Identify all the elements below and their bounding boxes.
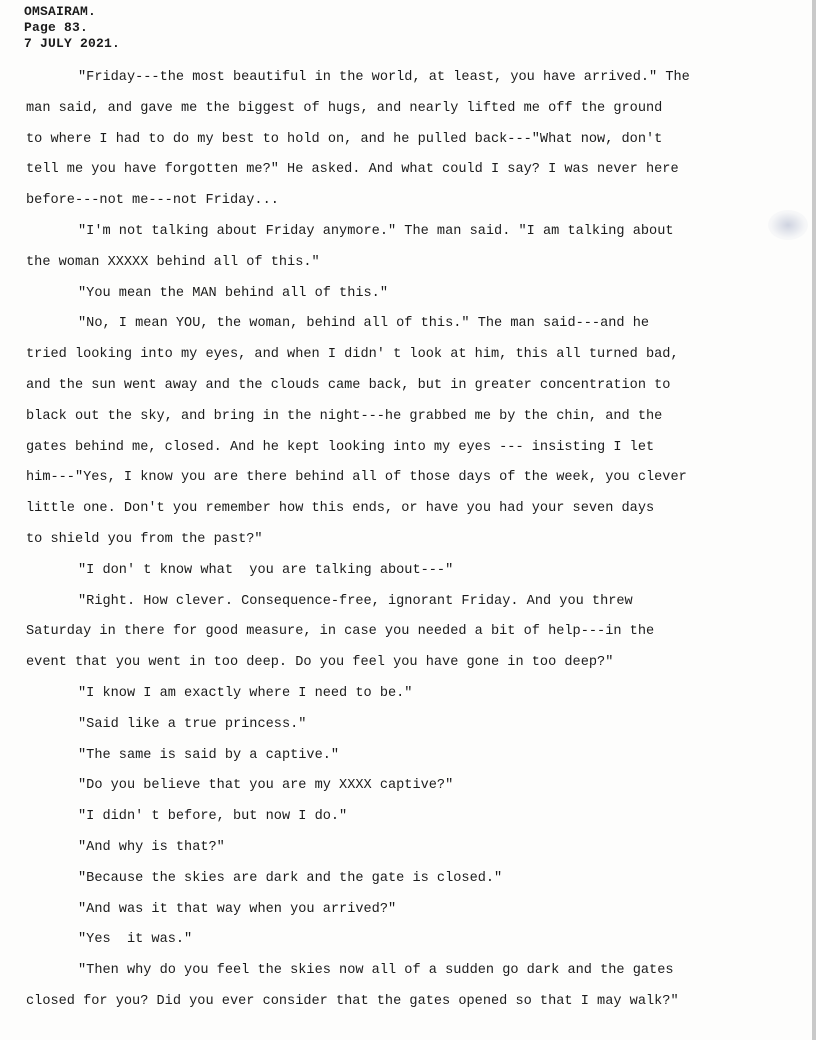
text-line: closed for you? Did you ever consider that the gates opened so that I may walk?"	[26, 993, 679, 1009]
text-line: "And was it that way when you arrived?"	[78, 901, 397, 917]
text-line: "I don' t know what you are talking about---"	[78, 562, 454, 578]
text-line: Saturday in there for good measure, in case you needed a bit of help---in the	[26, 624, 655, 640]
text-line: "The same is said by a captive."	[78, 747, 340, 763]
text-line: event that you went in too deep. Do you feel you have gone in too deep?"	[26, 655, 614, 671]
text-line: him---"Yes, I know you are there behind all of those days of the week, you clever	[26, 470, 687, 486]
text-line: "No, I mean YOU, the woman, behind all of this." The man said---and he	[78, 316, 650, 332]
text-line: gates behind me, closed. And he kept looking into my eyes --- insisting I let	[26, 439, 655, 455]
text-line: black out the sky, and bring in the night---he grabbed me by the chin, and the	[26, 408, 663, 424]
text-line: "Then why do you feel the skies now all of a sudden go dark and the gates	[78, 963, 674, 979]
text-line: "Right. How clever. Consequence-free, ignorant Friday. And you threw	[78, 593, 633, 609]
text-line: "I didn' t before, but now I do."	[78, 809, 348, 825]
text-line: "Because the skies are dark and the gate is closed."	[78, 870, 503, 886]
page-header	[24, 4, 120, 52]
text-line: the woman XXXXX behind all of this."	[26, 254, 320, 270]
text-line: "And why is that?"	[78, 839, 225, 855]
text-line: "You mean the MAN behind all of this."	[78, 285, 388, 301]
text-line: "I know I am exactly where I need to be."	[78, 685, 413, 701]
text-line: to where I had to do my best to hold on, and he pulled back---"What now, don't	[26, 131, 663, 147]
author-line: OMSAIRAM.	[24, 4, 97, 19]
text-line: "Friday---the most beautiful in the world, at least, you have arrived." The	[78, 70, 690, 85]
text-line: "I'm not talking about Friday anymore." The man said. "I am talking about	[78, 223, 674, 239]
text-line: "Do you believe that you are my XXXX captive?"	[78, 778, 454, 794]
text-line: little one. Don't you remember how this ends, or have you had your seven days	[26, 501, 655, 517]
text-line: tell me you have forgotten me?" He asked. And what could I say? I was never here	[26, 162, 679, 178]
text-line: and the sun went away and the clouds came back, but in greater concentration to	[26, 377, 671, 393]
page-edge	[812, 0, 816, 1040]
text-line: before---not me---not Friday...	[26, 193, 279, 209]
page-number: Page 83.	[24, 20, 89, 35]
manuscript-body	[26, 63, 806, 1018]
text-line: man said, and gave me the biggest of hugs, and nearly lifted me off the ground	[26, 100, 663, 116]
text-line: "Yes it was."	[78, 932, 193, 948]
text-line: tried looking into my eyes, and when I didn' t look at him, this all turned bad,	[26, 347, 679, 363]
date-line: 7 JULY 2021.	[24, 36, 121, 51]
text-line: "Said like a true princess."	[78, 716, 307, 732]
text-line: to shield you from the past?"	[26, 531, 263, 547]
